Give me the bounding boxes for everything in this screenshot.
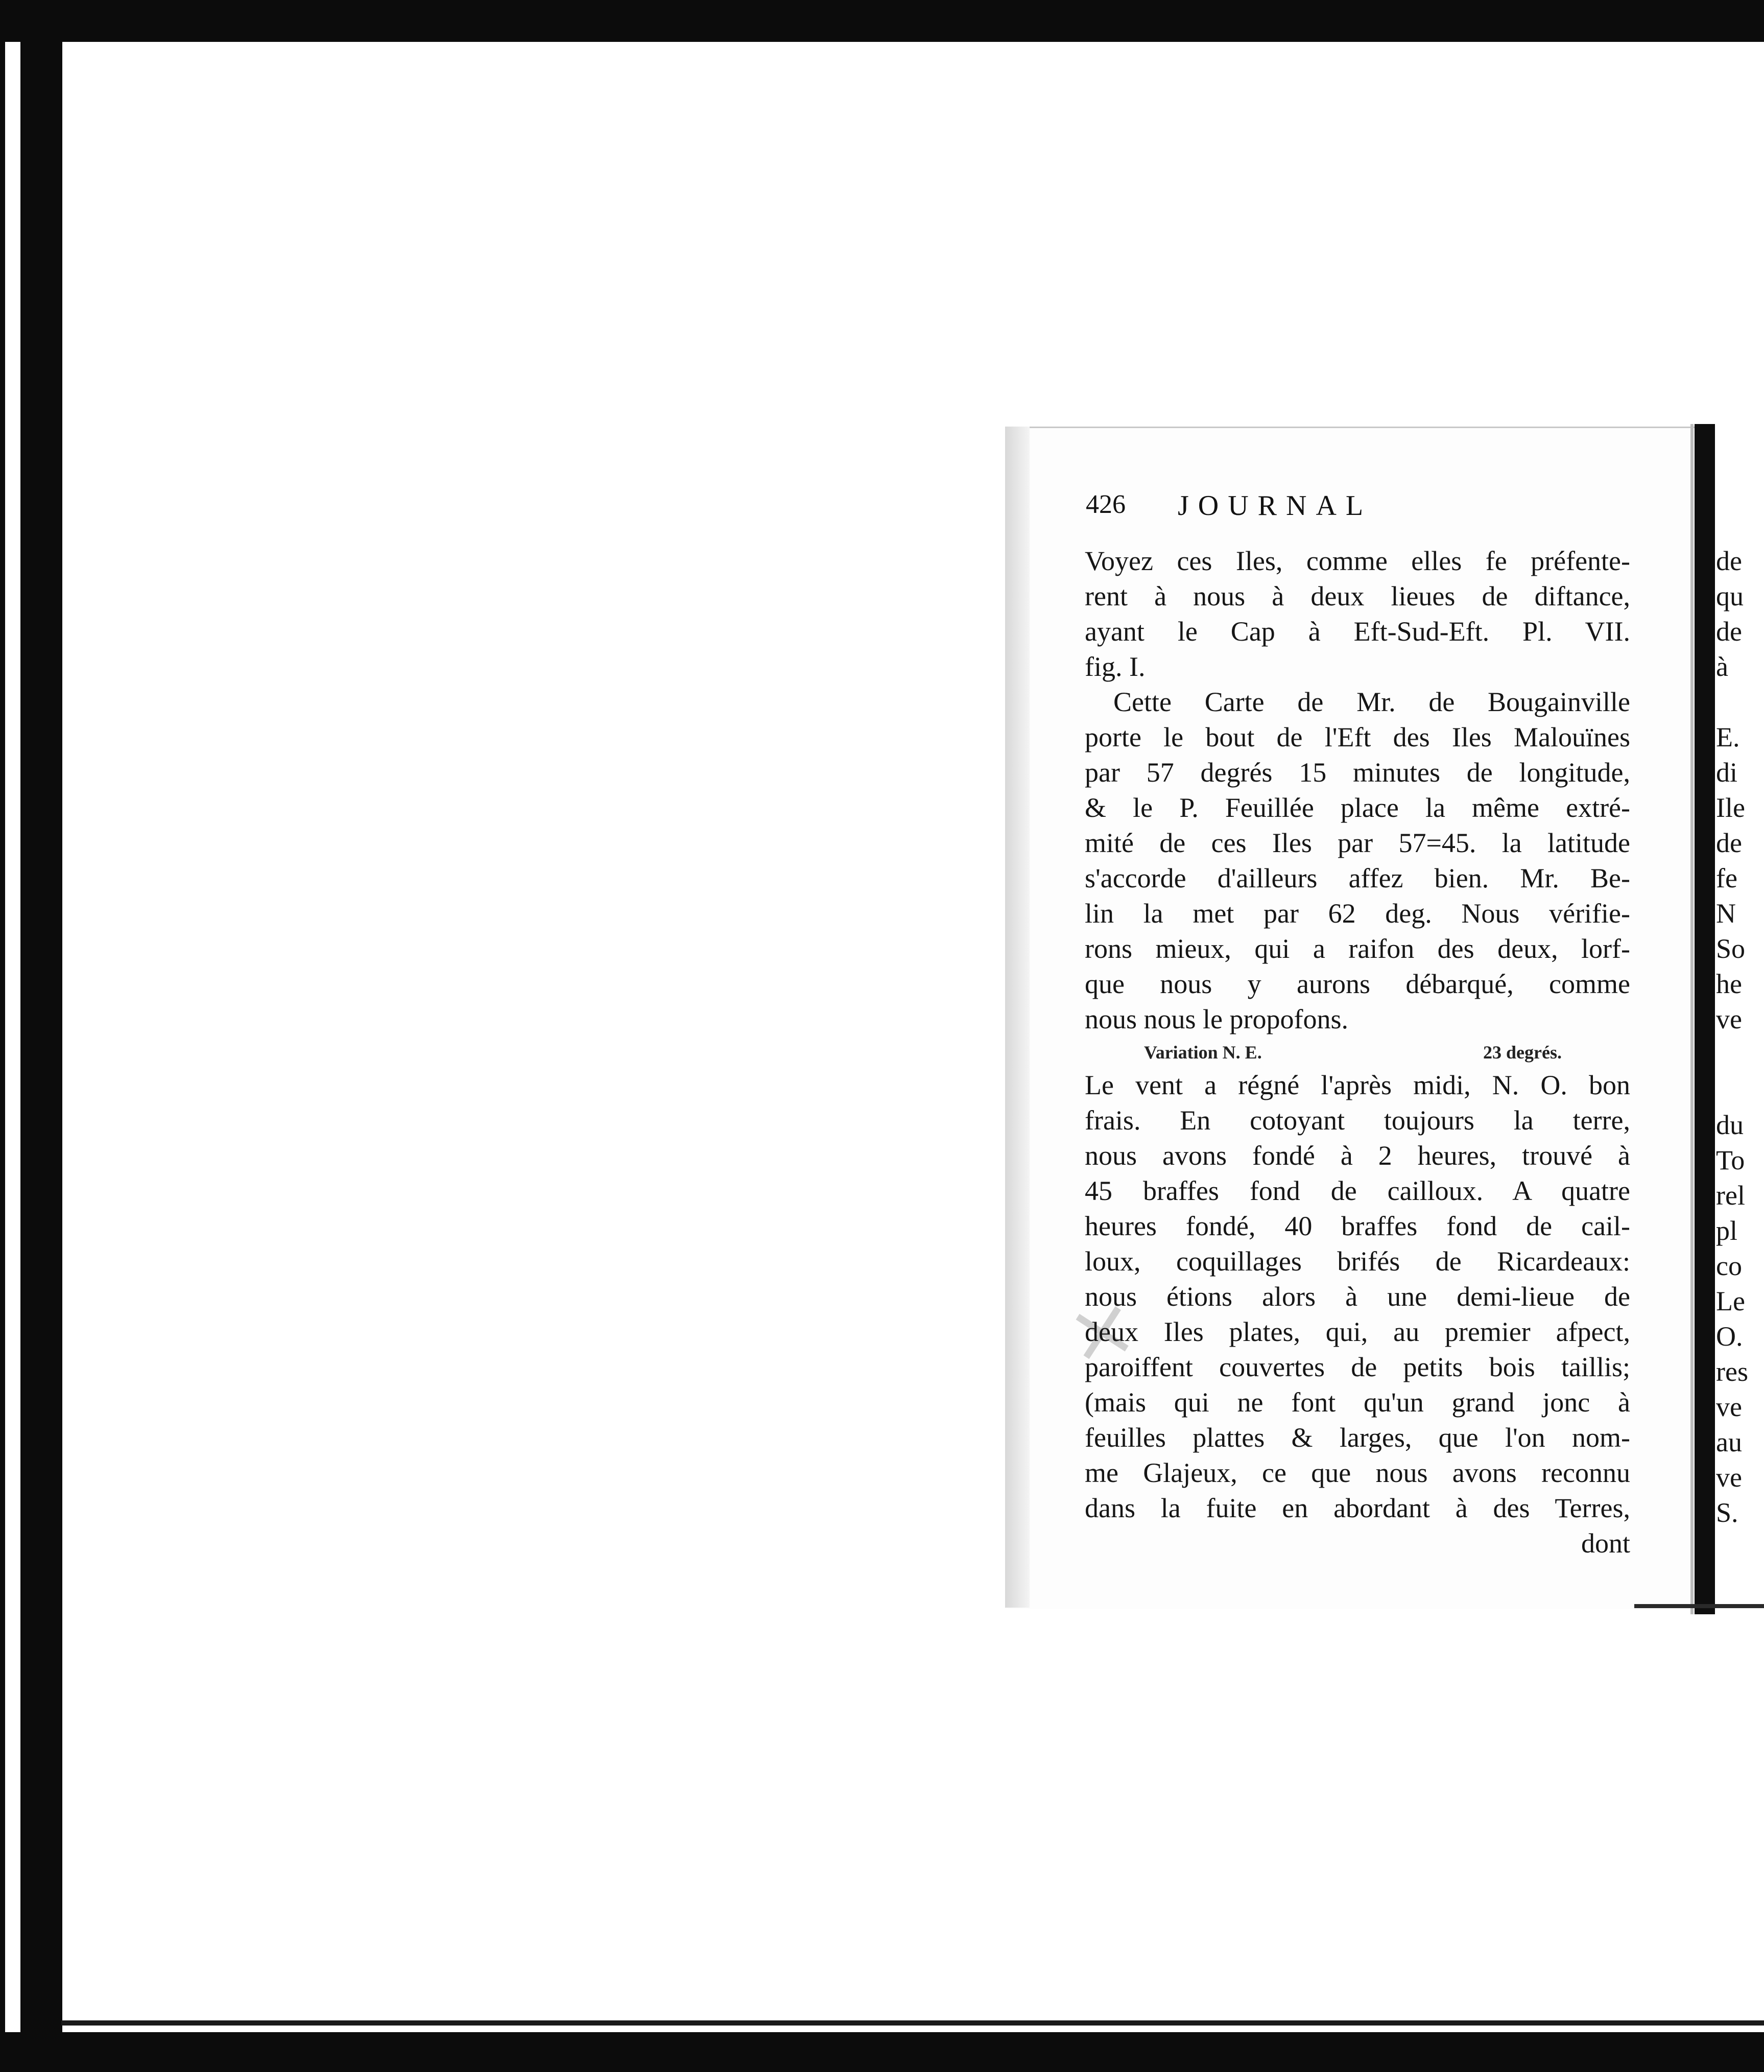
fragment: ve <box>1716 1392 1742 1422</box>
fragment: Le <box>1716 1286 1745 1316</box>
fragment: So <box>1716 933 1746 964</box>
film-rule-bottom <box>61 2020 1764 2026</box>
text-line: nous avons fondé à 2 heures, trouvé à <box>1085 1140 1630 1171</box>
variation-value: 23 degrés. <box>1483 1042 1562 1063</box>
text-line: rent à nous à deux lieues de diftance, <box>1085 581 1630 611</box>
body-text <box>1085 544 1630 1561</box>
book-gutter <box>1695 424 1715 1614</box>
fragment <box>1716 685 1764 720</box>
film-border-top <box>0 0 1764 42</box>
text-line: par 57 degrés 15 minutes de longitude, <box>1085 757 1630 788</box>
fragment <box>1716 1037 1764 1072</box>
fragment: du <box>1716 1110 1744 1140</box>
text-line: porte le bout de l'Eft des Iles Malouïnes <box>1085 722 1630 752</box>
fragment: de <box>1716 546 1742 576</box>
page-header <box>1086 489 1648 525</box>
text-line: que nous y aurons débarqué, comme <box>1085 969 1630 999</box>
fragment: S. <box>1716 1497 1738 1528</box>
text-line: & le P. Feuillée place la même extré- <box>1085 792 1630 823</box>
text-line: s'accorde d'ailleurs affez bien. Mr. Be- <box>1085 863 1630 893</box>
fragment: co <box>1716 1251 1742 1281</box>
text-line: nous nous le propofons. <box>1085 1004 1348 1034</box>
fragment <box>1716 1072 1764 1108</box>
fragment: di <box>1716 757 1738 788</box>
fragment: à <box>1716 651 1728 682</box>
text-line: feuilles plattes & larges, que l'on nom- <box>1085 1422 1630 1453</box>
page-number: 426 <box>1086 490 1126 519</box>
text-line: mité de ces Iles par 57=45. la latitude <box>1085 828 1630 858</box>
fragment: he <box>1716 969 1742 999</box>
fragment: E. <box>1716 722 1740 752</box>
text-line: Voyez ces Iles, comme elles fe préfente- <box>1085 546 1630 576</box>
catchword: dont <box>1581 1528 1630 1559</box>
film-border-bottom <box>0 2032 1764 2072</box>
fragment: pl <box>1716 1215 1738 1246</box>
fragment: de <box>1716 828 1742 858</box>
page-bottom-edge <box>1634 1604 1764 1608</box>
text-line: Le vent a régné l'après midi, N. O. bon <box>1085 1070 1630 1100</box>
text-line: rons mieux, qui a raifon des deux, lorf- <box>1085 933 1630 964</box>
text-line: heures fondé, 40 braffes fond de cail- <box>1085 1211 1630 1241</box>
variation-note <box>1085 1037 1630 1068</box>
facing-page-fragments <box>1716 544 1764 1531</box>
text-line: deux Iles plates, qui, au premier afpect, <box>1085 1316 1630 1347</box>
film-edge-left <box>0 31 5 2038</box>
text-line: 45 braffes fond de cailloux. A quatre <box>1085 1175 1630 1206</box>
fragment: Ile <box>1716 792 1745 823</box>
text-line: dans la fuite en abordant à des Terres, <box>1085 1493 1630 1523</box>
text-line: paroiffent couvertes de petits bois taillis; <box>1085 1352 1630 1382</box>
fragment: rel <box>1716 1180 1745 1211</box>
text-line: nous étions alors à une demi-lieue de <box>1085 1281 1630 1312</box>
text-line: fig. I. <box>1085 651 1146 682</box>
fragment: au <box>1716 1427 1742 1457</box>
fragment: de <box>1716 616 1742 647</box>
page-edge-shadow <box>1005 427 1030 1608</box>
fragment: res <box>1716 1356 1748 1387</box>
text-line: me Glajeux, ce que nous avons reconnu <box>1085 1457 1630 1488</box>
fragment: N <box>1716 898 1736 929</box>
text-line: ayant le Cap à Eft-Sud-Eft. Pl. VII. <box>1085 616 1630 647</box>
fragment: O. <box>1716 1321 1743 1352</box>
fragment: qu <box>1716 581 1744 611</box>
text-line: Cette Carte de Mr. de Bougainville <box>1113 687 1630 717</box>
gutter-edge <box>1690 424 1694 1614</box>
margin-mark: × <box>1058 1276 1146 1384</box>
fragment: fe <box>1716 863 1737 893</box>
running-title: JOURNAL <box>1178 490 1373 522</box>
variation-label: Variation N. E. <box>1144 1042 1262 1063</box>
film-border-left <box>20 31 62 2038</box>
text-line: lin la met par 62 deg. Nous vérifie- <box>1085 898 1630 929</box>
fragment: ve <box>1716 1004 1742 1034</box>
text-line: loux, coquillages brifés de Ricardeaux: <box>1085 1246 1630 1277</box>
fragment: ve <box>1716 1462 1742 1493</box>
text-line: (mais qui ne font qu'un grand jonc à <box>1085 1387 1630 1418</box>
fragment: To <box>1716 1145 1745 1175</box>
text-line: frais. En cotoyant toujours la terre, <box>1085 1105 1630 1136</box>
